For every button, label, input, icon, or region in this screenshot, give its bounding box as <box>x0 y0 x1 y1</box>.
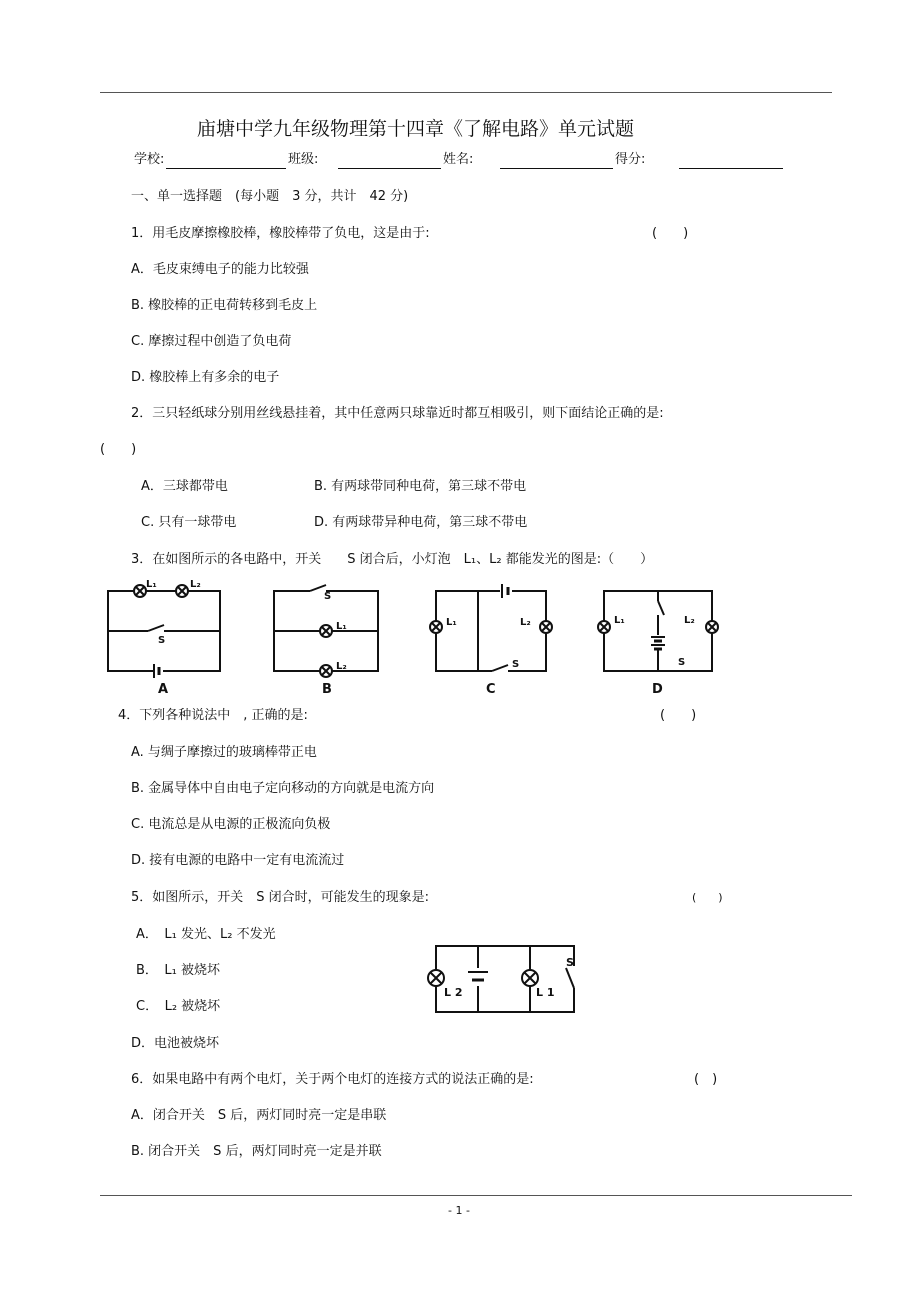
q5-option-a: A． L₁ 发光、L₂ 不发光 <box>136 927 276 942</box>
circuit-a <box>108 585 220 678</box>
q2-option-d: D. 有两球带异种电荷，第三球不带电 <box>314 515 528 530</box>
name-blank[interactable] <box>500 168 613 169</box>
page-title: 庙塘中学九年级物理第十四章《了解电路》单元试题 <box>197 118 635 140</box>
circuit-d-l2: L₂ <box>684 615 695 626</box>
q2-option-a: A．三球都带电 <box>141 479 228 494</box>
q3-stem: 3．在如图所示的各电路中，开关 S 闭合后，小灯泡 L₁、L₂ 都能发光的图是:（ ） <box>131 552 654 567</box>
q2-option-c: C. 只有一球带电 <box>141 515 237 530</box>
school-blank[interactable] <box>166 168 286 169</box>
q5-stem: 5．如图所示，开关 S 闭合时，可能发生的现象是: <box>131 890 430 905</box>
q4-option-c: C. 电流总是从电源的正极流向负极 <box>131 817 331 832</box>
q6-answer-paren: ( ) <box>694 1072 718 1087</box>
q4-option-b: B. 金属导体中自由电子定向移动的方向就是电流方向 <box>131 781 435 796</box>
q5-option-b: B． L₁ 被烧坏 <box>136 963 221 978</box>
circuit-d-s: S <box>678 657 686 668</box>
circuit-d-l1: L₁ <box>614 615 625 626</box>
class-label: 班级: <box>288 152 319 167</box>
circuit-c-l2: L₂ <box>520 617 531 628</box>
class-blank[interactable] <box>338 168 441 169</box>
q4-option-d: D. 接有电源的电路中一定有电流流过 <box>131 853 345 868</box>
q5-l2-label: L 2 <box>444 986 463 999</box>
circuit-a-s: S <box>158 635 166 646</box>
q2-option-b: B. 有两球带同种电荷，第三球不带电 <box>314 479 527 494</box>
circuit-c-l1: L₁ <box>446 617 457 628</box>
q1-option-b: B. 橡胶棒的正电荷转移到毛皮上 <box>131 298 318 313</box>
circuit-c-s: S <box>512 659 520 670</box>
q4-answer-paren: ( ) <box>660 708 697 723</box>
circuit-c-label: C <box>486 682 496 697</box>
school-label: 学校: <box>134 152 165 167</box>
circuit-a-l2: L₂ <box>190 579 201 590</box>
circuit-b-s: S <box>324 591 332 602</box>
circuit-b-label: B <box>322 682 332 697</box>
q6-stem: 6．如果电路中有两个电灯，关于两个电灯的连接方式的说法正确的是: <box>131 1072 534 1087</box>
q4-option-a: A. 与绸子摩擦过的玻璃棒带正电 <box>131 745 317 760</box>
q5-answer-paren: ( ) <box>692 891 723 904</box>
page-number: - 1 - <box>448 1204 470 1217</box>
circuit-d <box>598 591 718 671</box>
circuit-a-label: A <box>158 682 169 697</box>
q1-option-d: D. 橡胶棒上有多余的电子 <box>131 370 280 385</box>
score-label: 得分: <box>615 152 646 167</box>
q6-option-b: B. 闭合开关 S 后，两灯同时亮一定是并联 <box>131 1144 382 1159</box>
footer-rule <box>100 1195 852 1196</box>
q5-option-d: D．电池被烧坏 <box>131 1036 220 1051</box>
q1-answer-paren: ( ) <box>652 226 689 241</box>
q2-stem: 2．三只轻纸球分别用丝线悬挂着，其中任意两只球靠近时都互相吸引，则下面结论正确的是: <box>131 406 664 421</box>
circuit-b-l1: L₁ <box>336 621 347 632</box>
q5-option-c: C． L₂ 被烧坏 <box>136 999 221 1014</box>
q5-s-label: S <box>566 956 574 969</box>
q1-stem: 1．用毛皮摩擦橡胶棒，橡胶棒带了负电，这是由于: <box>131 226 430 241</box>
circuit-a-l1: L₁ <box>146 579 157 590</box>
section-heading: 一、单一选择题 (每小题 3 分，共计 42 分) <box>131 189 409 204</box>
q1-option-a: A．毛皮束缚电子的能力比较强 <box>131 262 309 277</box>
score-blank[interactable] <box>679 168 783 169</box>
q1-option-c: C. 摩擦过程中创造了负电荷 <box>131 334 292 349</box>
circuit-d-label: D <box>652 682 663 697</box>
circuit-b-l2: L₂ <box>336 661 347 672</box>
q5-circuit-figure <box>420 938 586 1020</box>
q2-answer-paren: ( ) <box>100 442 137 457</box>
q6-option-a: A．闭合开关 S 后，两灯同时亮一定是串联 <box>131 1108 387 1123</box>
name-label: 姓名: <box>443 152 474 167</box>
header-rule <box>100 92 832 93</box>
q5-l1-label: L 1 <box>536 986 555 999</box>
q3-circuit-figures <box>98 577 728 697</box>
q4-stem: 4．下列各种说法中 , 正确的是: <box>118 708 308 723</box>
